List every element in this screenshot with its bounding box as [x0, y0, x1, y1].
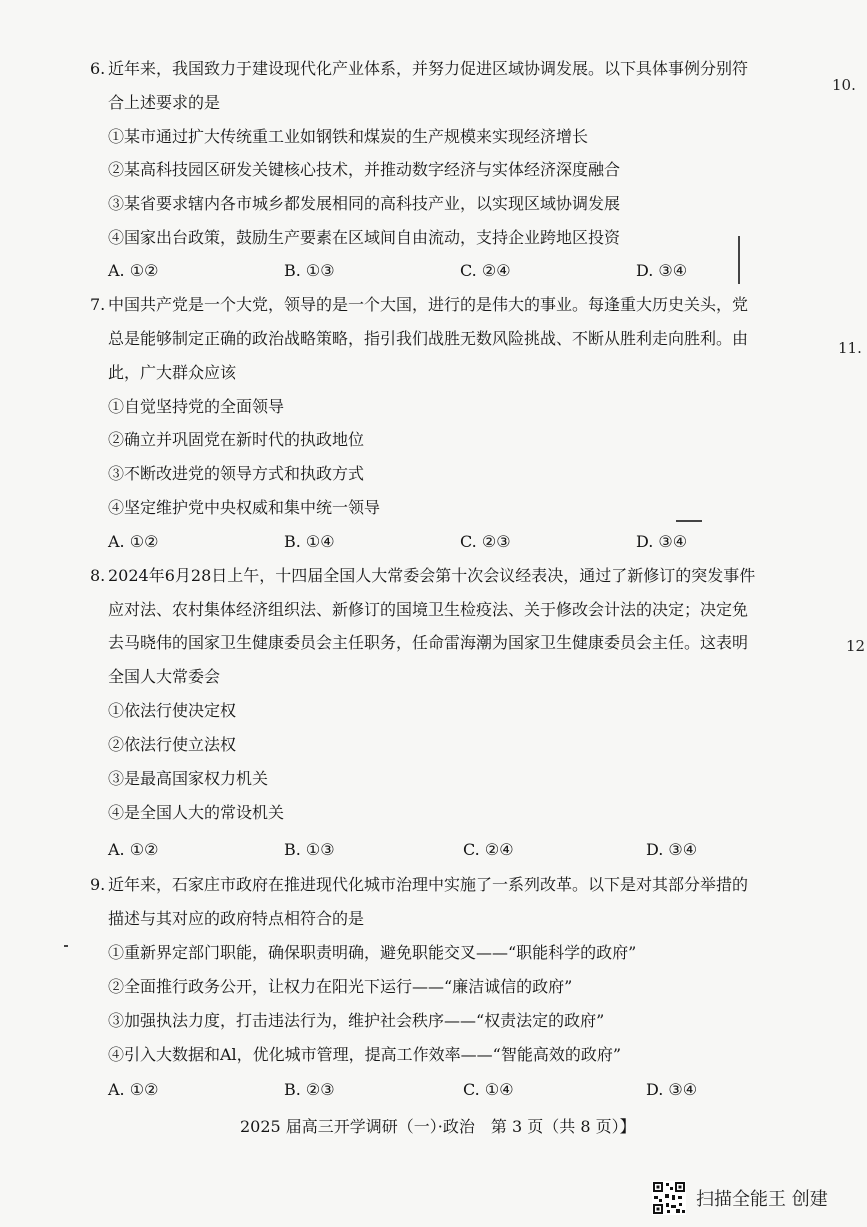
option-c: C. ②④ — [460, 261, 511, 280]
answer-options — [108, 531, 748, 553]
scan-mark — [64, 945, 68, 947]
question-stem-line: 合上述要求的是 — [108, 93, 221, 112]
statement-1: ①某市通过扩大传统重工业如钢铁和煤炭的生产规模来实现经济增长 — [108, 127, 589, 146]
margin-number-10: 10. — [832, 76, 856, 94]
answer-options — [108, 839, 748, 861]
option-b: B. ①③ — [284, 261, 335, 280]
option-b: B. ①④ — [284, 532, 335, 551]
option-d: D. ③④ — [636, 532, 688, 551]
question-stem-line: 总是能够制定正确的政治战略策略，指引我们战胜无数风险挑战、不断从胜利走向胜利。由 — [108, 329, 749, 348]
option-b: B. ②③ — [284, 1080, 335, 1099]
statement-3: ③是最高国家权力机关 — [108, 769, 269, 788]
option-b: B. ①③ — [284, 840, 335, 859]
statement-1: ①自觉坚持党的全面领导 — [108, 397, 285, 416]
question-stem-line: 中国共产党是一个大党，领导的是一个大国，进行的是伟大的事业。每逢重大历史关头，党 — [108, 295, 749, 314]
answer-options — [108, 260, 748, 282]
statement-3: ③不断改进党的领导方式和执政方式 — [108, 464, 365, 483]
question-number: 8. — [90, 566, 106, 585]
question-number: 6. — [90, 59, 106, 78]
statement-4: ④是全国人大的常设机关 — [108, 803, 285, 822]
scanner-watermark — [652, 1181, 828, 1215]
scan-mark — [738, 236, 740, 284]
question-stem-line: 此，广大群众应该 — [108, 363, 237, 382]
question-stem-line: 近年来，石家庄市政府在推进现代化城市治理中实施了一系列改革。以下是对其部分举措的 — [108, 875, 749, 894]
answer-options — [108, 1079, 748, 1101]
option-a: A. ①② — [108, 532, 159, 551]
statement-2: ②依法行使立法权 — [108, 735, 237, 754]
option-d: D. ③④ — [646, 840, 698, 859]
margin-number-11: 11. — [838, 339, 862, 357]
statement-4: ④国家出台政策，鼓励生产要素在区域间自由流动，支持企业跨地区投资 — [108, 228, 621, 247]
option-a: A. ①② — [108, 840, 159, 859]
option-c: C. ②④ — [463, 840, 514, 859]
question-number: 7. — [90, 295, 106, 314]
statement-3: ③某省要求辖内各市城乡都发展相同的高科技产业，以实现区域协调发展 — [108, 194, 621, 213]
question-stem-line: 去马晓伟的国家卫生健康委员会主任职务，任命雷海潮为国家卫生健康委员会主任。这表明 — [108, 633, 749, 652]
question-stem-line: 2024年6月28日上午，十四届全国人大常委会第十次会议经表决，通过了新修订的突发事件 — [108, 566, 756, 585]
watermark-text: 扫描全能王 创建 — [696, 1189, 828, 1210]
statement-2: ②某高科技园区研发关键核心技术，并推动数字经济与实体经济深度融合 — [108, 160, 621, 179]
question-stem-line: 描述与其对应的政府特点相符合的是 — [108, 909, 365, 928]
scan-mark — [676, 520, 702, 522]
option-a: A. ①② — [108, 1080, 159, 1099]
question-stem-line: 应对法、农村集体经济组织法、新修订的国境卫生检疫法、关于修改会计法的决定；决定免 — [108, 600, 749, 619]
statement-4: ④引入大数据和Al，优化城市管理，提高工作效率——“智能高效的政府” — [108, 1045, 622, 1064]
statement-2: ②确立并巩固党在新时代的执政地位 — [108, 430, 365, 449]
option-c: C. ①④ — [463, 1080, 514, 1099]
question-number: 9. — [90, 875, 106, 894]
option-c: C. ②③ — [460, 532, 511, 551]
option-a: A. ①② — [108, 261, 159, 280]
statement-3: ③加强执法力度，打击违法行为，维护社会秩序——“权责法定的政府” — [108, 1011, 605, 1030]
qr-code-icon — [652, 1181, 686, 1215]
question-stem-line: 全国人大常委会 — [108, 667, 221, 686]
option-d: D. ③④ — [646, 1080, 698, 1099]
page-footer: 2025 届高三开学调研（一）·政治 第 3 页（共 8 页）】 — [240, 1117, 636, 1136]
margin-number-12: 12 — [846, 637, 866, 655]
option-d: D. ③④ — [636, 261, 688, 280]
statement-2: ②全面推行政务公开，让权力在阳光下运行——“廉洁诚信的政府” — [108, 977, 573, 996]
statement-1: ①依法行使决定权 — [108, 701, 237, 720]
statement-1: ①重新界定部门职能，确保职责明确，避免职能交叉——“职能科学的政府” — [108, 943, 637, 962]
statement-4: ④坚定维护党中央权威和集中统一领导 — [108, 498, 381, 517]
question-stem-line: 近年来，我国致力于建设现代化产业体系，并努力促进区域协调发展。以下具体事例分别符 — [108, 59, 749, 78]
